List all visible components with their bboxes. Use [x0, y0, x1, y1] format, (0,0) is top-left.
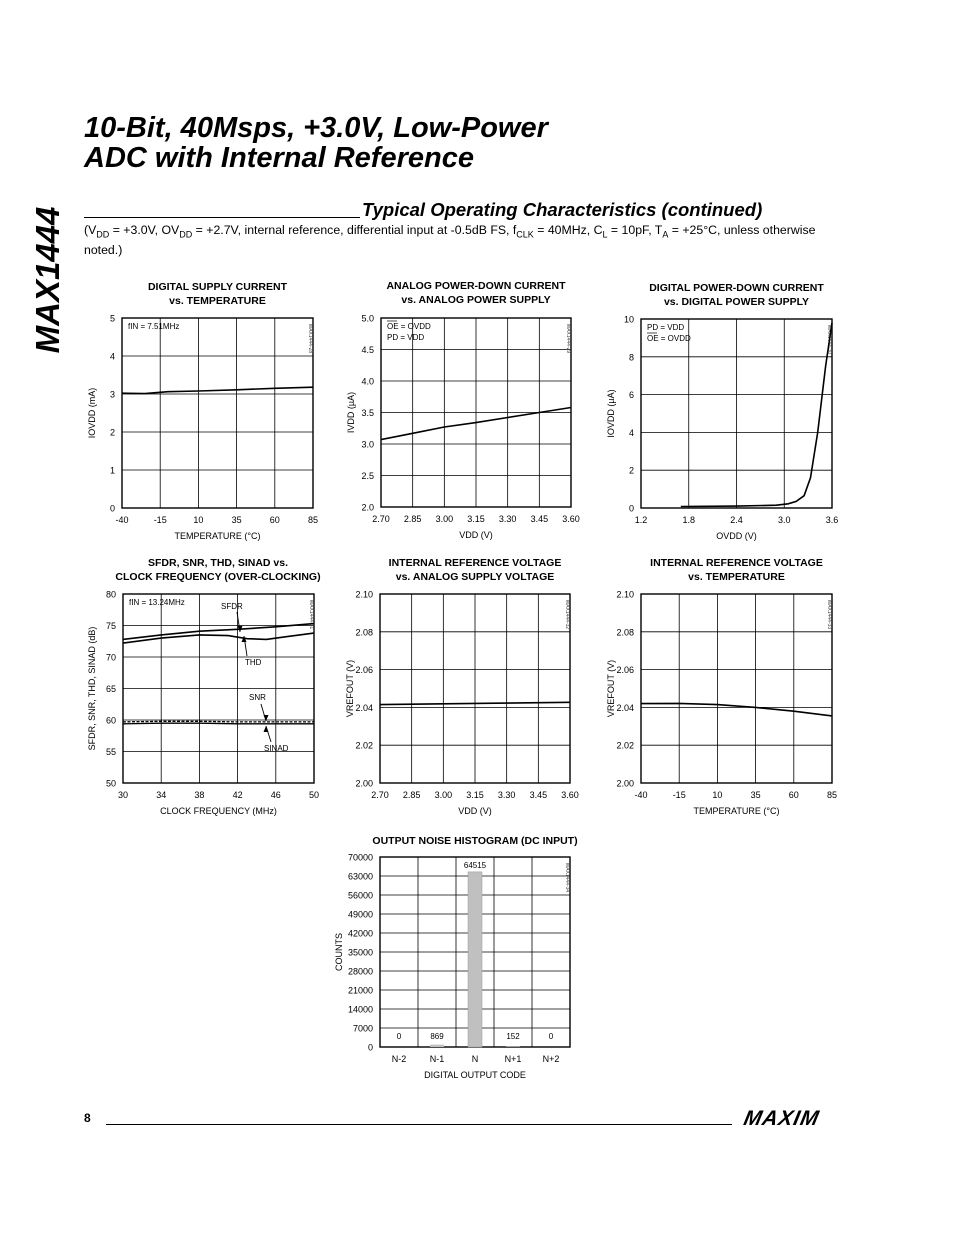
y-tick-label: 70 [105, 652, 116, 663]
x-tick-label: 2.4 [730, 515, 743, 525]
title-line-1: 10-Bit, 40Msps, +3.0V, Low-Power [84, 112, 548, 144]
chart-title-line: INTERNAL REFERENCE VOLTAGE [650, 557, 823, 569]
y-tick-label: 2.00 [616, 778, 634, 789]
chart-title-line: ANALOG POWER-DOWN CURRENT [386, 280, 566, 292]
series-line-snr [123, 721, 314, 722]
y-tick-label: 35000 [347, 947, 373, 958]
y-tick-label: 7000 [352, 1023, 373, 1034]
y-tick-label: 0 [109, 503, 115, 514]
y-axis-label: COUNTS [334, 933, 344, 971]
part-number-sidebar: MAX1444 [29, 206, 66, 354]
series-line-thd [123, 633, 314, 643]
x-tick-label: 2.70 [371, 790, 389, 800]
x-axis-label: TEMPERATURE (°C) [174, 531, 261, 541]
series-line-1 [122, 387, 313, 393]
x-tick-label: 3.60 [561, 790, 579, 800]
x-tick-label: 2.85 [402, 790, 421, 800]
x-tick-label: N+1 [504, 1054, 522, 1064]
maxim-logo: MAXIM [741, 1107, 822, 1130]
chart-svg [87, 589, 320, 816]
y-tick-label: 5.0 [361, 313, 374, 324]
chart-c2 [346, 313, 580, 540]
y-tick-label: 2.02 [616, 740, 634, 751]
y-tick-label: 2.08 [616, 627, 634, 638]
series-label: SFDR [221, 602, 243, 611]
x-tick-label: 3.00 [435, 514, 454, 524]
x-axis-label: TEMPERATURE (°C) [693, 806, 780, 816]
x-tick-label: N-2 [391, 1054, 407, 1064]
y-tick-label: 0 [628, 503, 634, 514]
y-tick-label: 4 [628, 427, 634, 438]
x-tick-label: 34 [156, 790, 167, 800]
y-tick-label: 63000 [347, 871, 373, 882]
test-conditions: ($V_{DD} = +3.0V$, $OV_{DD} = +2.7V$, internal reference, differential input at -0.5dB FS, $f_{CLK} = 40MHz$, $C_L = 10pF$, $T_A = +25^\circ C$, unless otherwise noted.) [84, 223, 816, 258]
chart-c7 [334, 852, 570, 1080]
series-line-sinad [123, 723, 314, 724]
bar-value-label: 0 [396, 1032, 402, 1041]
chart-title [380, 556, 570, 584]
chart-annotation: PD = VDD [647, 323, 685, 332]
y-tick-label: 42000 [347, 928, 373, 939]
chart-title [370, 834, 580, 848]
section-title: Typical Operating Characteristics (continued) [362, 199, 763, 220]
plot-frame [122, 318, 313, 508]
chart-c5 [345, 589, 579, 816]
x-tick-label: 50 [308, 790, 320, 800]
figure-code: MAX1444-29 [565, 324, 571, 354]
histogram-bar [430, 1045, 444, 1047]
x-tick-label: 1.8 [682, 515, 696, 525]
footer-rule [106, 1124, 732, 1125]
series-line-1 [641, 703, 832, 716]
x-tick-label: N-1 [429, 1054, 445, 1064]
figure-code: MAX1444-28 [307, 324, 313, 354]
title-line-2: ADC with Internal Reference [84, 142, 474, 174]
y-tick-label: 3 [109, 389, 115, 400]
y-axis-label: IOVDD (mA) [87, 387, 97, 439]
bar-value-label: 152 [506, 1032, 520, 1041]
arrow-head [264, 726, 269, 732]
y-tick-label: 49000 [347, 909, 373, 920]
x-tick-label: 3.15 [466, 790, 484, 800]
series-label: SNR [249, 693, 266, 702]
x-tick-label: N [471, 1054, 479, 1064]
chart-annotation: OE = OVDD [647, 334, 691, 343]
x-tick-label: 3.30 [497, 790, 516, 800]
y-axis-label: IVDD (µA) [346, 391, 356, 434]
series-label: THD [245, 658, 262, 667]
x-axis-label: VDD (V) [458, 806, 492, 816]
x-tick-label: 2.70 [372, 514, 390, 524]
y-tick-label: 70000 [347, 852, 373, 863]
chart-c4 [87, 589, 320, 816]
y-tick-label: 75 [105, 621, 116, 631]
y-tick-label: 2.0 [361, 502, 374, 513]
chart-title-line: INTERNAL REFERENCE VOLTAGE [388, 557, 562, 569]
chart-svg [345, 589, 579, 816]
chart-title-line: vs. TEMPERATURE [688, 571, 785, 583]
x-tick-label: 3.6 [825, 515, 839, 525]
chart-title [113, 556, 323, 584]
figure-code: MAX1444-34 [564, 863, 570, 893]
y-tick-label: 3.0 [361, 439, 374, 450]
chart-title-line: vs. DIGITAL POWER SUPPLY [663, 296, 810, 308]
x-tick-label: 38 [194, 790, 205, 800]
y-tick-label: 55 [105, 747, 116, 757]
y-tick-label: 2.10 [355, 589, 373, 600]
y-tick-label: 2.04 [616, 702, 634, 713]
figure-code: MAX1444-32 [564, 600, 570, 630]
x-tick-label: 3.30 [498, 514, 517, 524]
x-axis-label: OVDD (V) [716, 531, 757, 541]
x-tick-label: 35 [231, 515, 242, 525]
chart-c3 [606, 314, 839, 541]
y-tick-label: 60 [105, 715, 116, 726]
x-axis-label: VDD (V) [459, 530, 493, 540]
y-tick-label: 65 [105, 684, 116, 694]
y-tick-label: 2.00 [355, 778, 373, 789]
y-axis-label: VREFOUT (V) [345, 659, 355, 718]
y-tick-label: 4 [109, 351, 115, 362]
chart-title-line: SFDR, SNR, THD, SINAD vs. [147, 557, 289, 569]
histogram-bar [468, 872, 482, 1047]
y-tick-label: 2.06 [355, 665, 373, 676]
x-tick-label: 35 [750, 790, 761, 800]
x-tick-label: -40 [115, 515, 129, 525]
chart-annotation: PD = VDD [387, 333, 425, 342]
x-axis-label: CLOCK FREQUENCY (MHz) [160, 806, 277, 816]
y-tick-label: 28000 [347, 966, 373, 977]
chart-title [641, 281, 832, 309]
y-tick-label: 50 [105, 778, 116, 789]
series-label: SINAD [264, 744, 289, 753]
y-tick-label: 4.0 [361, 376, 374, 387]
chart-svg [346, 313, 580, 540]
y-tick-label: 2.02 [355, 740, 373, 751]
x-tick-label: 30 [117, 790, 129, 800]
chart-title [122, 280, 313, 308]
figure-code: MAX1444-31 [308, 600, 314, 630]
bar-value-label: 0 [548, 1032, 554, 1041]
x-tick-label: 85 [826, 790, 838, 800]
y-tick-label: 2.04 [355, 702, 373, 713]
chart-svg [87, 313, 319, 541]
figure-code: MAX1444-30 [826, 325, 832, 355]
chart-annotation: fIN = 7.51MHz [128, 322, 180, 331]
x-tick-label: 2.85 [403, 514, 422, 524]
chart-c6 [606, 589, 838, 816]
x-tick-label: 60 [269, 515, 280, 525]
y-tick-label: 80 [105, 589, 116, 600]
x-tick-label: -40 [634, 790, 648, 800]
chart-title-line: DIGITAL POWER-DOWN CURRENT [649, 282, 824, 294]
x-tick-label: 10 [712, 790, 723, 800]
chart-title-line: vs. ANALOG POWER SUPPLY [401, 294, 551, 306]
chart-svg [334, 852, 570, 1080]
x-tick-label: 3.15 [467, 514, 485, 524]
x-tick-label: 3.60 [562, 514, 580, 524]
page-title [84, 113, 548, 173]
chart-title-line: CLOCK FREQUENCY (OVER-CLOCKING) [115, 571, 321, 583]
x-tick-label: N+2 [542, 1054, 560, 1064]
y-tick-label: 2.10 [616, 589, 634, 600]
figure-code: MAX1444-33 [826, 600, 832, 630]
bar-value-label: 869 [430, 1032, 444, 1041]
y-tick-label: 5 [109, 313, 115, 324]
chart-title-line: vs. ANALOG SUPPLY VOLTAGE [395, 571, 555, 583]
chart-c1 [87, 313, 319, 541]
x-tick-label: 10 [193, 515, 204, 525]
x-tick-label: 46 [270, 790, 281, 800]
x-tick-label: 3.45 [529, 790, 548, 800]
chart-annotation: fIN = 13.24MHz [129, 598, 185, 607]
plot-frame [641, 594, 832, 783]
y-axis-label: IOVDD (µA) [606, 389, 616, 438]
y-tick-label: 2.5 [361, 471, 374, 481]
y-tick-label: 2 [628, 465, 634, 476]
page-number: 8 [84, 1111, 91, 1125]
x-tick-label: 3.45 [530, 514, 549, 524]
y-tick-label: 6 [628, 390, 634, 401]
y-axis-label: VREFOUT (V) [606, 659, 616, 718]
y-tick-label: 10 [623, 314, 634, 325]
x-tick-label: 42 [232, 790, 243, 800]
y-tick-label: 8 [628, 352, 634, 363]
chart-title-line: vs. TEMPERATURE [169, 295, 266, 307]
chart-title-line: OUTPUT NOISE HISTOGRAM (DC INPUT) [372, 835, 578, 847]
x-tick-label: 60 [788, 790, 799, 800]
y-tick-label: 14000 [347, 1004, 373, 1015]
x-axis-label: DIGITAL OUTPUT CODE [424, 1070, 526, 1080]
y-tick-label: 3.5 [361, 408, 374, 418]
y-tick-label: 21000 [347, 985, 373, 996]
y-tick-label: 2 [109, 427, 115, 438]
x-tick-label: -15 [672, 790, 686, 800]
x-tick-label: 3.00 [434, 790, 453, 800]
y-axis-label: SFDR, SNR, THD, SINAD (dB) [87, 626, 97, 751]
chart-svg [606, 314, 839, 541]
bar-value-label: 64515 [463, 860, 487, 870]
chart-title [641, 556, 832, 584]
chart-annotation: OE = OVDD [387, 322, 431, 331]
x-tick-label: 3.0 [777, 515, 791, 525]
chart-title [381, 279, 571, 307]
y-tick-label: 56000 [347, 890, 373, 901]
section-rule [84, 217, 360, 218]
chart-title-line: DIGITAL SUPPLY CURRENT [147, 281, 288, 293]
series-line-1 [681, 323, 832, 507]
y-tick-label: 0 [367, 1042, 373, 1053]
x-tick-label: 1.2 [634, 515, 648, 525]
y-tick-label: 2.08 [355, 627, 373, 638]
y-tick-label: 2.06 [616, 665, 634, 676]
x-tick-label: -15 [153, 515, 167, 525]
x-tick-label: 85 [307, 515, 319, 525]
chart-svg [606, 589, 838, 816]
y-tick-label: 1 [109, 465, 115, 476]
y-tick-label: 4.5 [361, 345, 374, 355]
